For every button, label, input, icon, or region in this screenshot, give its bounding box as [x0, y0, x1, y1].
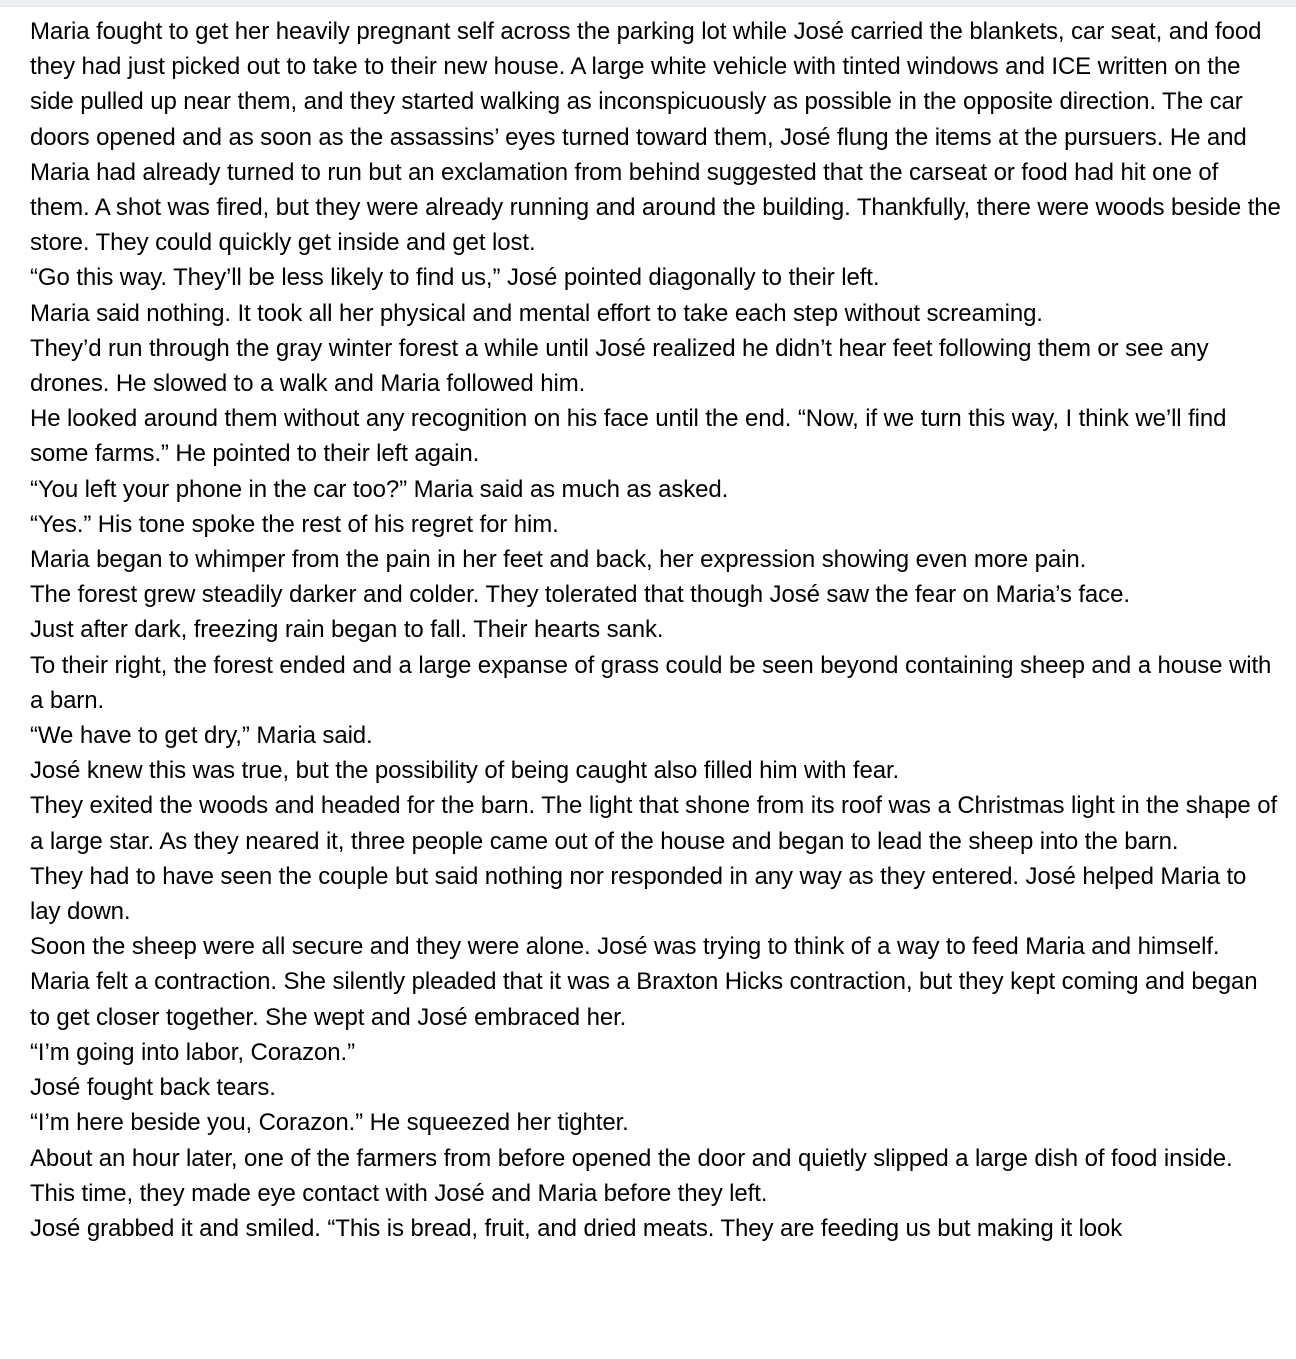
paragraph: He looked around them without any recognition on his face until the end. “Now, if we turn this way, I think we’ll find some farms.” He pointed to their left again. — [30, 405, 1227, 468]
paragraph: José grabbed it and smiled. “This is bread, fruit, and dried meats. They are feeding us but making it look — [30, 1214, 1123, 1242]
paragraph: “You left your phone in the car too?” Maria said as much as asked. — [30, 475, 729, 503]
document-body — [30, 14, 1282, 1246]
paragraph: Maria felt a contraction. She silently pleaded that it was a Braxton Hicks contraction, but they kept coming and began to get closer together. She wept and José embraced her. — [30, 968, 1258, 1031]
paragraph: To their right, the forest ended and a large expanse of grass could be seen beyond containing sheep and a house with a barn. — [30, 651, 1272, 714]
paragraph: “Go this way. They’ll be less likely to find us,” José pointed diagonally to their left. — [30, 264, 880, 292]
paragraph: Maria said nothing. It took all her physical and mental effort to take each step without screaming. — [30, 299, 1043, 327]
paragraph: Just after dark, freezing rain began to fall. Their hearts sank. — [30, 616, 664, 644]
paragraph: About an hour later, one of the farmers from before opened the door and quietly slipped a large dish of food inside. This time, they made eye contact with José and Maria before they left. — [30, 1144, 1233, 1207]
paragraph: José fought back tears. — [30, 1074, 276, 1102]
paragraph: Maria began to whimper from the pain in her feet and back, her expression showing even more pain. — [30, 546, 1087, 574]
paragraph: They had to have seen the couple but said nothing nor responded in any way as they entered. José helped Maria to lay down. — [30, 862, 1247, 926]
paragraph: They exited the woods and headed for the barn. The light that shone from its roof was a Christmas light in the shape of a large star. As they neared it, three people came out of the house and began to lead the sheep into the barn. — [30, 792, 1278, 855]
top-toolbar-strip — [0, 0, 1296, 7]
paragraph: José knew this was true, but the possibility of being caught also filled him with fear. — [30, 757, 900, 785]
paragraph: “I’m here beside you, Corazon.” He squeezed her tighter. — [30, 1109, 629, 1137]
paragraph: “Yes.” His tone spoke the rest of his regret for him. — [30, 510, 559, 538]
paragraph: “I’m going into labor, Corazon.” — [30, 1038, 355, 1066]
paragraph: “We have to get dry,” Maria said. — [30, 722, 373, 750]
paragraph: They’d run through the gray winter forest a while until José realized he didn’t hear feet following them or see any drones. He slowed to a walk and Maria followed him. — [30, 334, 1209, 398]
paragraph: Soon the sheep were all secure and they were alone. José was trying to think of a way to feed Maria and himself. — [30, 933, 1220, 961]
paragraph: The forest grew steadily darker and colder. They tolerated that though José saw the fear on Maria’s face. — [30, 581, 1130, 609]
paragraph: Maria fought to get her heavily pregnant self across the parking lot while José carried the blankets, car seat, and food they had just picked out to take to their new house. A large white vehicle with tinted windows and ICE written on the side pulled up near them, and they started walking as inconspicuously as possible in the opposite direction. The car doors opened and as soon as the assassins’ eyes turned toward them, José flung the items at the pursuers. He and Maria had already turned to run but an exclamation from behind suggested that the carseat or food had hit one of them. A shot was fired, but they were already running and around the building. Thankfully, there were woods beside the store. They could quickly get inside and get lost. — [30, 18, 1281, 257]
